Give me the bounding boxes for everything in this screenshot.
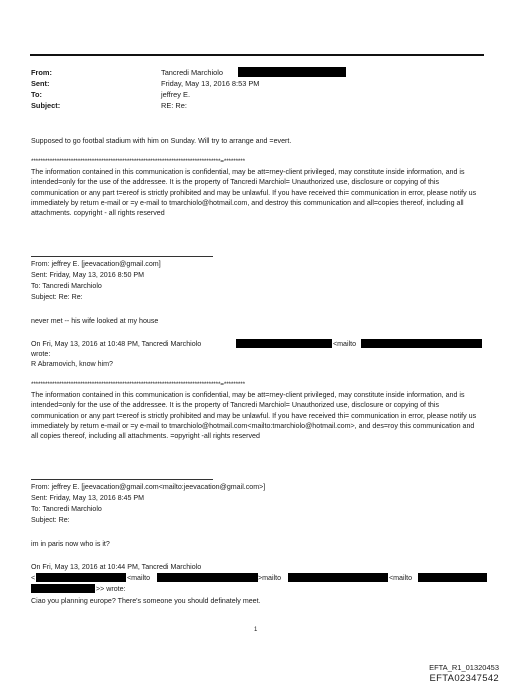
- reply-attribution: On Fri, May 13, 2016 at 10:48 PM, Tancredi Marchiolo: [31, 340, 202, 348]
- star-divider: *********************************************************************************=*********: [31, 158, 245, 165]
- wrote-label: >> wrote:: [96, 585, 126, 593]
- redaction: [31, 584, 95, 593]
- mailto-fragment: <mailto: [389, 574, 413, 582]
- redaction: [361, 339, 482, 348]
- redaction: [238, 67, 346, 77]
- quote-separator: [31, 256, 213, 257]
- redaction: [418, 573, 487, 582]
- sent-value: Friday, May 13, 2016 8:53 PM: [161, 79, 260, 88]
- quoted-to: To: Tancredi Marchiolo: [31, 282, 102, 290]
- mailto-fragment: >mailto: [258, 574, 282, 582]
- lt-fragment: <: [31, 574, 36, 582]
- quoted-text: Ciao you planning europe? There's someone you should definately meet.: [31, 597, 261, 605]
- subject-label: Subject:: [31, 101, 61, 110]
- bates-number: EFTA_R1_01320453: [429, 663, 499, 672]
- redaction: [157, 573, 258, 582]
- quoted-subject: Subject: Re:: [31, 516, 70, 524]
- message-body: im in paris now who is it?: [31, 540, 110, 548]
- page-number: 1: [254, 627, 258, 633]
- subject-value: RE: Re:: [161, 101, 187, 110]
- quoted-sent: Sent: Friday, May 13, 2016 8:45 PM: [31, 494, 145, 502]
- quoted-sent: Sent: Friday, May 13, 2016 8:50 PM: [31, 271, 145, 279]
- message-body: never met -- his wife looked at my house: [31, 317, 159, 325]
- header-rule: [30, 54, 484, 56]
- mailto-fragment: <mailto: [333, 340, 357, 348]
- redaction: [236, 339, 332, 348]
- from-value: Tancredi Marchiolo: [161, 68, 224, 77]
- message-body: Supposed to go footbal stadium with him on Sunday. Will try to arrange and =evert.: [31, 137, 292, 145]
- star-divider: *********************************************************************************=*********: [31, 381, 245, 388]
- mailto-fragment: <mailto: [127, 574, 151, 582]
- quote-separator: [31, 479, 213, 480]
- quoted-text: R Abramovich, know him?: [31, 360, 114, 368]
- to-value: jeffrey E.: [161, 90, 191, 99]
- bates-number: EFTA02347542: [429, 673, 499, 684]
- confidentiality-disclaimer: The information contained in this communication is confidential, may be att=rney-client privileged, may constitute inside information, and is intended=only for the use of the addressee. It is the property of Tancredi Marchiol= Unauthorized use, disclosure or copying of this communication or any part t=ereof is strictly prohibited and may be unlawful. If you have received thi= communication in error, please notify us immediately by return e-mail or =y e-mail to tmarchiolo@hotmail.com, and destroy this communication and all=copies thereof, including all attachments. copyright - all rights reserved: [31, 168, 477, 218]
- wrote-label: wrote:: [31, 350, 51, 358]
- redaction: [288, 573, 388, 582]
- sent-label: Sent:: [31, 79, 50, 88]
- to-label: To:: [31, 90, 42, 99]
- redaction: [36, 573, 126, 582]
- quoted-from: From: jeffrey E. [jeevacation@gmail.com]: [31, 260, 161, 268]
- quoted-to: To: Tancredi Marchiolo: [31, 505, 102, 513]
- from-label: From:: [31, 68, 52, 77]
- quoted-subject: Subject: Re: Re:: [31, 293, 83, 301]
- reply-attribution: On Fri, May 13, 2016 at 10:44 PM, Tancredi Marchiolo: [31, 563, 202, 571]
- quoted-from: From: jeffrey E. [jeevacation@gmail.com<mailto:jeevacation@gmail.com>]: [31, 483, 266, 491]
- confidentiality-disclaimer: The information contained in this communication is confidential, may be att=rney-client privileged, may constitute inside information, and is intended=only for the use of the addressee. It is the property of Tancredi Marchiol= Unauthorized use, disclosure or copying of this communication or any part t=ereof is strictly prohibited and may be unlawful. If you have received thi= communication in error, please notify us immediately by return e-mail or =y e-mail to tmarchiolo@hotmail.com<mailto:tmarchiolo@hotmail.com>, and des=roy this communication and all copies thereof, including all attachments. =opyright -all rights reserved: [31, 391, 477, 441]
